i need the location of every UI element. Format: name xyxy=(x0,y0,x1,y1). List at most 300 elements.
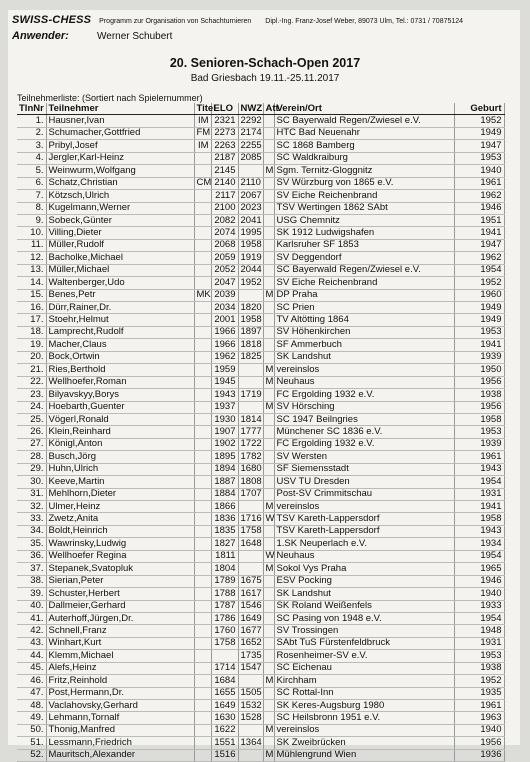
cell-tlnnr: 1. xyxy=(17,115,46,127)
table-row xyxy=(17,389,504,401)
cell-tlnnr: 16. xyxy=(17,302,46,314)
cell-name: Müller,Rudolf xyxy=(46,239,194,251)
cell-att xyxy=(263,252,274,264)
cell-nwz: 1719 xyxy=(238,389,263,401)
cell-tlnnr: 47. xyxy=(17,687,46,699)
cell-title xyxy=(194,650,211,662)
cell-elo: 2001 xyxy=(211,314,238,326)
cell-nwz xyxy=(238,749,263,761)
cell-att xyxy=(263,127,274,139)
cell-elo: 1943 xyxy=(211,389,238,401)
cell-att xyxy=(263,152,274,164)
cell-tlnnr: 27. xyxy=(17,438,46,450)
cell-birth: 1947 xyxy=(454,140,504,152)
cell-title xyxy=(194,190,211,202)
cell-nwz: 1617 xyxy=(238,588,263,600)
cell-tlnnr: 51. xyxy=(17,737,46,749)
cell-name: Sierian,Peter xyxy=(46,575,194,587)
cell-club: vereinslos xyxy=(274,724,454,736)
cell-elo: 1789 xyxy=(211,575,238,587)
cell-name: Ries,Berthold xyxy=(46,364,194,376)
cell-tlnnr: 19. xyxy=(17,339,46,351)
cell-att xyxy=(263,177,274,189)
cell-title xyxy=(194,588,211,600)
cell-nwz xyxy=(238,364,263,376)
cell-birth: 1941 xyxy=(454,339,504,351)
cell-elo: 1835 xyxy=(211,525,238,537)
cell-birth: 1946 xyxy=(454,202,504,214)
cell-club: SV Höhenkirchen xyxy=(274,326,454,338)
cell-birth: 1946 xyxy=(454,575,504,587)
cell-club: Münchener SC 1836 e.V. xyxy=(274,426,454,438)
cell-tlnnr: 26. xyxy=(17,426,46,438)
table-row xyxy=(17,563,504,575)
cell-att xyxy=(263,451,274,463)
cell-att xyxy=(263,625,274,637)
cell-title xyxy=(194,364,211,376)
cell-tlnnr: 30. xyxy=(17,476,46,488)
cell-nwz: 1995 xyxy=(238,227,263,239)
cell-att xyxy=(263,302,274,314)
cell-title xyxy=(194,687,211,699)
cell-birth: 1934 xyxy=(454,538,504,550)
cell-birth: 1962 xyxy=(454,190,504,202)
table-row xyxy=(17,637,504,649)
cell-att xyxy=(263,637,274,649)
cell-elo: 2047 xyxy=(211,277,238,289)
cell-elo: 2082 xyxy=(211,214,238,226)
cell-title: FM xyxy=(194,127,211,139)
cell-nwz: 1958 xyxy=(238,239,263,251)
cell-birth: 1954 xyxy=(454,264,504,276)
program-description: Programm zur Organisation von Schachturnieren xyxy=(99,18,252,25)
cell-name: Waltenberger,Udo xyxy=(46,277,194,289)
cell-att xyxy=(263,538,274,550)
cell-nwz: 2067 xyxy=(238,190,263,202)
cell-club: Mühlengrund Wien xyxy=(274,749,454,761)
col-header-verein: Verein/Ort xyxy=(274,103,454,115)
table-row xyxy=(17,575,504,587)
cell-title xyxy=(194,501,211,513)
cell-club: SC 1947 Beilngries xyxy=(274,413,454,425)
cell-elo: 2052 xyxy=(211,264,238,276)
cell-birth: 1931 xyxy=(454,488,504,500)
table-row xyxy=(17,463,504,475)
cell-name: Keeve,Martin xyxy=(46,476,194,488)
cell-club: vereinslos xyxy=(274,501,454,513)
cell-title xyxy=(194,252,211,264)
cell-att xyxy=(263,687,274,699)
table-row xyxy=(17,600,504,612)
cell-elo: 2034 xyxy=(211,302,238,314)
cell-elo: 1930 xyxy=(211,413,238,425)
cell-att xyxy=(263,600,274,612)
cell-nwz: 1814 xyxy=(238,413,263,425)
cell-name: Bacholke,Michael xyxy=(46,252,194,264)
cell-birth: 1940 xyxy=(454,588,504,600)
cell-tlnnr: 4. xyxy=(17,152,46,164)
cell-name: Zwetz,Anita xyxy=(46,513,194,525)
cell-nwz: 2174 xyxy=(238,127,263,139)
cell-birth: 1954 xyxy=(454,550,504,562)
cell-tlnnr: 44. xyxy=(17,650,46,662)
cell-tlnnr: 29. xyxy=(17,463,46,475)
cell-name: Hausner,Ivan xyxy=(46,115,194,127)
cell-birth: 1952 xyxy=(454,277,504,289)
cell-att xyxy=(263,351,274,363)
cell-att xyxy=(263,227,274,239)
table-row xyxy=(17,438,504,450)
cell-att: M xyxy=(263,724,274,736)
cell-tlnnr: 39. xyxy=(17,588,46,600)
cell-elo: 1937 xyxy=(211,401,238,413)
table-row xyxy=(17,252,504,264)
table-row xyxy=(17,190,504,202)
cell-name: Thonig,Manfred xyxy=(46,724,194,736)
cell-nwz: 1777 xyxy=(238,426,263,438)
cell-att: M xyxy=(263,563,274,575)
cell-club: ESV Pocking xyxy=(274,575,454,587)
cell-tlnnr: 6. xyxy=(17,177,46,189)
table-row xyxy=(17,687,504,699)
cell-tlnnr: 34. xyxy=(17,525,46,537)
cell-name: Königl,Anton xyxy=(46,438,194,450)
cell-elo: 2059 xyxy=(211,252,238,264)
cell-att: M xyxy=(263,501,274,513)
table-row xyxy=(17,140,504,152)
cell-club: TSV Kareth-Lappersdorf xyxy=(274,525,454,537)
cell-title xyxy=(194,513,211,525)
table-row xyxy=(17,413,504,425)
cell-title xyxy=(194,749,211,761)
cell-title xyxy=(194,675,211,687)
cell-club: SV Eiche Reichenbrand xyxy=(274,277,454,289)
cell-elo: 1895 xyxy=(211,451,238,463)
cell-att: M xyxy=(263,376,274,388)
cell-club: SC Waldkraiburg xyxy=(274,152,454,164)
cell-birth: 1941 xyxy=(454,227,504,239)
cell-name: Ulmer,Heinz xyxy=(46,501,194,513)
brand-name: SWISS-CHESS xyxy=(12,14,92,26)
cell-nwz: 2255 xyxy=(238,140,263,152)
cell-att xyxy=(263,700,274,712)
cell-club: SC Bayerwald Regen/Zwiesel e.V. xyxy=(274,115,454,127)
cell-tlnnr: 20. xyxy=(17,351,46,363)
cell-tlnnr: 5. xyxy=(17,165,46,177)
cell-club: Kirchham xyxy=(274,675,454,687)
cell-birth: 1950 xyxy=(454,364,504,376)
table-row xyxy=(17,501,504,513)
cell-title xyxy=(194,389,211,401)
cell-name: Post,Hermann,Dr. xyxy=(46,687,194,699)
table-row xyxy=(17,264,504,276)
cell-elo: 1894 xyxy=(211,463,238,475)
cell-att xyxy=(263,413,274,425)
table-row xyxy=(17,700,504,712)
cell-elo: 1551 xyxy=(211,737,238,749)
cell-att xyxy=(263,737,274,749)
cell-club: Neuhaus xyxy=(274,376,454,388)
table-row xyxy=(17,675,504,687)
cell-elo: 1787 xyxy=(211,600,238,612)
table-row xyxy=(17,538,504,550)
cell-title xyxy=(194,264,211,276)
cell-title xyxy=(194,712,211,724)
cell-tlnnr: 45. xyxy=(17,662,46,674)
cell-club: Post-SV Crimmitschau xyxy=(274,488,454,500)
cell-birth: 1953 xyxy=(454,426,504,438)
cell-tlnnr: 37. xyxy=(17,563,46,575)
cell-elo: 1907 xyxy=(211,426,238,438)
cell-club: 1.SK Neuperlach e.V. xyxy=(274,538,454,550)
cell-birth: 1952 xyxy=(454,115,504,127)
cell-elo: 1684 xyxy=(211,675,238,687)
cell-birth: 1943 xyxy=(454,525,504,537)
cell-elo: 1758 xyxy=(211,637,238,649)
cell-name: Mauritsch,Alexander xyxy=(46,749,194,761)
cell-birth: 1949 xyxy=(454,127,504,139)
cell-tlnnr: 3. xyxy=(17,140,46,152)
cell-birth: 1935 xyxy=(454,687,504,699)
cell-tlnnr: 31. xyxy=(17,488,46,500)
cell-name: Lamprecht,Rudolf xyxy=(46,326,194,338)
cell-tlnnr: 15. xyxy=(17,289,46,301)
cell-elo: 1622 xyxy=(211,724,238,736)
table-row xyxy=(17,513,504,525)
cell-tlnnr: 41. xyxy=(17,612,46,624)
cell-title: CM xyxy=(194,177,211,189)
table-row xyxy=(17,662,504,674)
cell-name: Wellhoefer Regina xyxy=(46,550,194,562)
cell-elo: 1827 xyxy=(211,538,238,550)
cell-att xyxy=(263,488,274,500)
cell-title xyxy=(194,575,211,587)
cell-nwz xyxy=(238,376,263,388)
cell-nwz: 2110 xyxy=(238,177,263,189)
cell-nwz: 1825 xyxy=(238,351,263,363)
cell-club: SK Zweibrücken xyxy=(274,737,454,749)
cell-title xyxy=(194,426,211,438)
cell-name: Busch,Jörg xyxy=(46,451,194,463)
cell-title xyxy=(194,239,211,251)
cell-tlnnr: 12. xyxy=(17,252,46,264)
cell-nwz xyxy=(238,675,263,687)
cell-tlnnr: 28. xyxy=(17,451,46,463)
cell-club: SV Hörsching xyxy=(274,401,454,413)
cell-title xyxy=(194,538,211,550)
cell-nwz: 2044 xyxy=(238,264,263,276)
table-row xyxy=(17,364,504,376)
table-header-row xyxy=(17,103,504,115)
cell-nwz: 1808 xyxy=(238,476,263,488)
cell-title xyxy=(194,202,211,214)
cell-name: Schatz,Christian xyxy=(46,177,194,189)
cell-nwz xyxy=(238,563,263,575)
cell-birth: 1965 xyxy=(454,563,504,575)
cell-club: TSV Wertingen 1862 SAbt xyxy=(274,202,454,214)
cell-tlnnr: 23. xyxy=(17,389,46,401)
cell-title xyxy=(194,625,211,637)
cell-title xyxy=(194,525,211,537)
cell-club: Sokol Vys Praha xyxy=(274,563,454,575)
cell-att xyxy=(263,588,274,600)
cell-att xyxy=(263,389,274,401)
cell-title xyxy=(194,339,211,351)
cell-elo: 1786 xyxy=(211,612,238,624)
cell-tlnnr: 33. xyxy=(17,513,46,525)
cell-name: Villing,Dieter xyxy=(46,227,194,239)
cell-nwz: 1546 xyxy=(238,600,263,612)
cell-name: Schumacher,Gottfried xyxy=(46,127,194,139)
cell-att xyxy=(263,463,274,475)
cell-name: Vaclahovsky,Gerhard xyxy=(46,700,194,712)
cell-nwz: 1505 xyxy=(238,687,263,699)
cell-birth: 1939 xyxy=(454,438,504,450)
cell-name: Kötzsch,Ulrich xyxy=(46,190,194,202)
cell-club: SC Heilsbronn 1951 e.V. xyxy=(274,712,454,724)
cell-att xyxy=(263,140,274,152)
cell-birth: 1949 xyxy=(454,314,504,326)
cell-club: SC 1868 Bamberg xyxy=(274,140,454,152)
cell-birth: 1936 xyxy=(454,749,504,761)
cell-elo: 1760 xyxy=(211,625,238,637)
cell-nwz: 1675 xyxy=(238,575,263,587)
cell-elo: 2145 xyxy=(211,165,238,177)
cell-title xyxy=(194,376,211,388)
table-row xyxy=(17,724,504,736)
cell-tlnnr: 36. xyxy=(17,550,46,562)
cell-nwz: 1758 xyxy=(238,525,263,537)
cell-birth: 1956 xyxy=(454,376,504,388)
cell-title xyxy=(194,451,211,463)
cell-club: SV Deggendorf xyxy=(274,252,454,264)
table-row xyxy=(17,339,504,351)
cell-att xyxy=(263,612,274,624)
cell-birth: 1938 xyxy=(454,389,504,401)
col-header-geburt: Geburt xyxy=(454,103,504,115)
cell-name: Hoebarth,Guenter xyxy=(46,401,194,413)
user-line xyxy=(12,30,173,42)
cell-att: W xyxy=(263,513,274,525)
cell-birth: 1954 xyxy=(454,612,504,624)
cell-birth: 1943 xyxy=(454,463,504,475)
cell-birth: 1954 xyxy=(454,476,504,488)
table-row xyxy=(17,737,504,749)
cell-title xyxy=(194,737,211,749)
cell-name: Fritz,Reinhold xyxy=(46,675,194,687)
cell-elo: 1649 xyxy=(211,700,238,712)
cell-att: M xyxy=(263,364,274,376)
cell-att xyxy=(263,426,274,438)
cell-att xyxy=(263,190,274,202)
cell-tlnnr: 35. xyxy=(17,538,46,550)
cell-tlnnr: 52. xyxy=(17,749,46,761)
cell-name: Winhart,Kurt xyxy=(46,637,194,649)
cell-name: Müller,Michael xyxy=(46,264,194,276)
cell-tlnnr: 38. xyxy=(17,575,46,587)
cell-att xyxy=(263,115,274,127)
cell-title xyxy=(194,277,211,289)
cell-club: SV Trossingen xyxy=(274,625,454,637)
cell-birth: 1933 xyxy=(454,600,504,612)
cell-birth: 1948 xyxy=(454,625,504,637)
cell-nwz xyxy=(238,724,263,736)
cell-elo: 1945 xyxy=(211,376,238,388)
cell-club: TSV Kareth-Lappersdorf xyxy=(274,513,454,525)
cell-birth: 1958 xyxy=(454,413,504,425)
cell-club: Rosenheimer-SV e.V. xyxy=(274,650,454,662)
cell-title xyxy=(194,302,211,314)
cell-club: SC Prien xyxy=(274,302,454,314)
cell-nwz xyxy=(238,165,263,177)
cell-att xyxy=(263,326,274,338)
cell-birth: 1953 xyxy=(454,326,504,338)
table-row xyxy=(17,165,504,177)
cell-name: Wawrinsky,Ludwig xyxy=(46,538,194,550)
cell-birth: 1941 xyxy=(454,501,504,513)
cell-club: USG Chemnitz xyxy=(274,214,454,226)
cell-name: Boldt,Heinrich xyxy=(46,525,194,537)
table-row xyxy=(17,749,504,761)
cell-att xyxy=(263,277,274,289)
cell-name: Schuster,Herbert xyxy=(46,588,194,600)
cell-nwz: 1364 xyxy=(238,737,263,749)
cell-title xyxy=(194,550,211,562)
cell-elo: 2074 xyxy=(211,227,238,239)
participants-table xyxy=(17,103,505,762)
cell-name: Vögerl,Ronald xyxy=(46,413,194,425)
cell-name: Mehlhorn,Dieter xyxy=(46,488,194,500)
cell-att xyxy=(263,575,274,587)
cell-elo: 2321 xyxy=(211,115,238,127)
cell-name: Jergler,Karl-Heinz xyxy=(46,152,194,164)
cell-tlnnr: 13. xyxy=(17,264,46,276)
cell-tlnnr: 18. xyxy=(17,326,46,338)
cell-att xyxy=(263,662,274,674)
cell-club: SK 1912 Ludwigshafen xyxy=(274,227,454,239)
cell-birth: 1940 xyxy=(454,724,504,736)
cell-nwz: 1680 xyxy=(238,463,263,475)
cell-name: Schnell,Franz xyxy=(46,625,194,637)
cell-elo: 1655 xyxy=(211,687,238,699)
cell-birth: 1952 xyxy=(454,675,504,687)
cell-nwz: 1528 xyxy=(238,712,263,724)
cell-elo: 2263 xyxy=(211,140,238,152)
cell-tlnnr: 25. xyxy=(17,413,46,425)
table-row xyxy=(17,239,504,251)
cell-title xyxy=(194,600,211,612)
cell-name: Weinwurm,Wolfgang xyxy=(46,165,194,177)
cell-elo: 1804 xyxy=(211,563,238,575)
author-address: Dipl.-Ing. Franz-Josef Weber, 89073 Ulm, Tel.: 0731 / 70875124 xyxy=(265,18,464,25)
cell-title xyxy=(194,662,211,674)
cell-nwz xyxy=(238,289,263,301)
cell-elo: 1966 xyxy=(211,339,238,351)
table-row xyxy=(17,127,504,139)
cell-elo: 1630 xyxy=(211,712,238,724)
cell-title xyxy=(194,438,211,450)
cell-tlnnr: 48. xyxy=(17,700,46,712)
cell-nwz: 2023 xyxy=(238,202,263,214)
cell-title xyxy=(194,165,211,177)
cell-birth: 1947 xyxy=(454,239,504,251)
col-header-nwz: NWZ xyxy=(238,103,263,115)
user-name: Werner Schubert xyxy=(97,31,173,42)
cell-name: Benes,Petr xyxy=(46,289,194,301)
cell-nwz: 1897 xyxy=(238,326,263,338)
cell-nwz: 1716 xyxy=(238,513,263,525)
cell-att: M xyxy=(263,749,274,761)
